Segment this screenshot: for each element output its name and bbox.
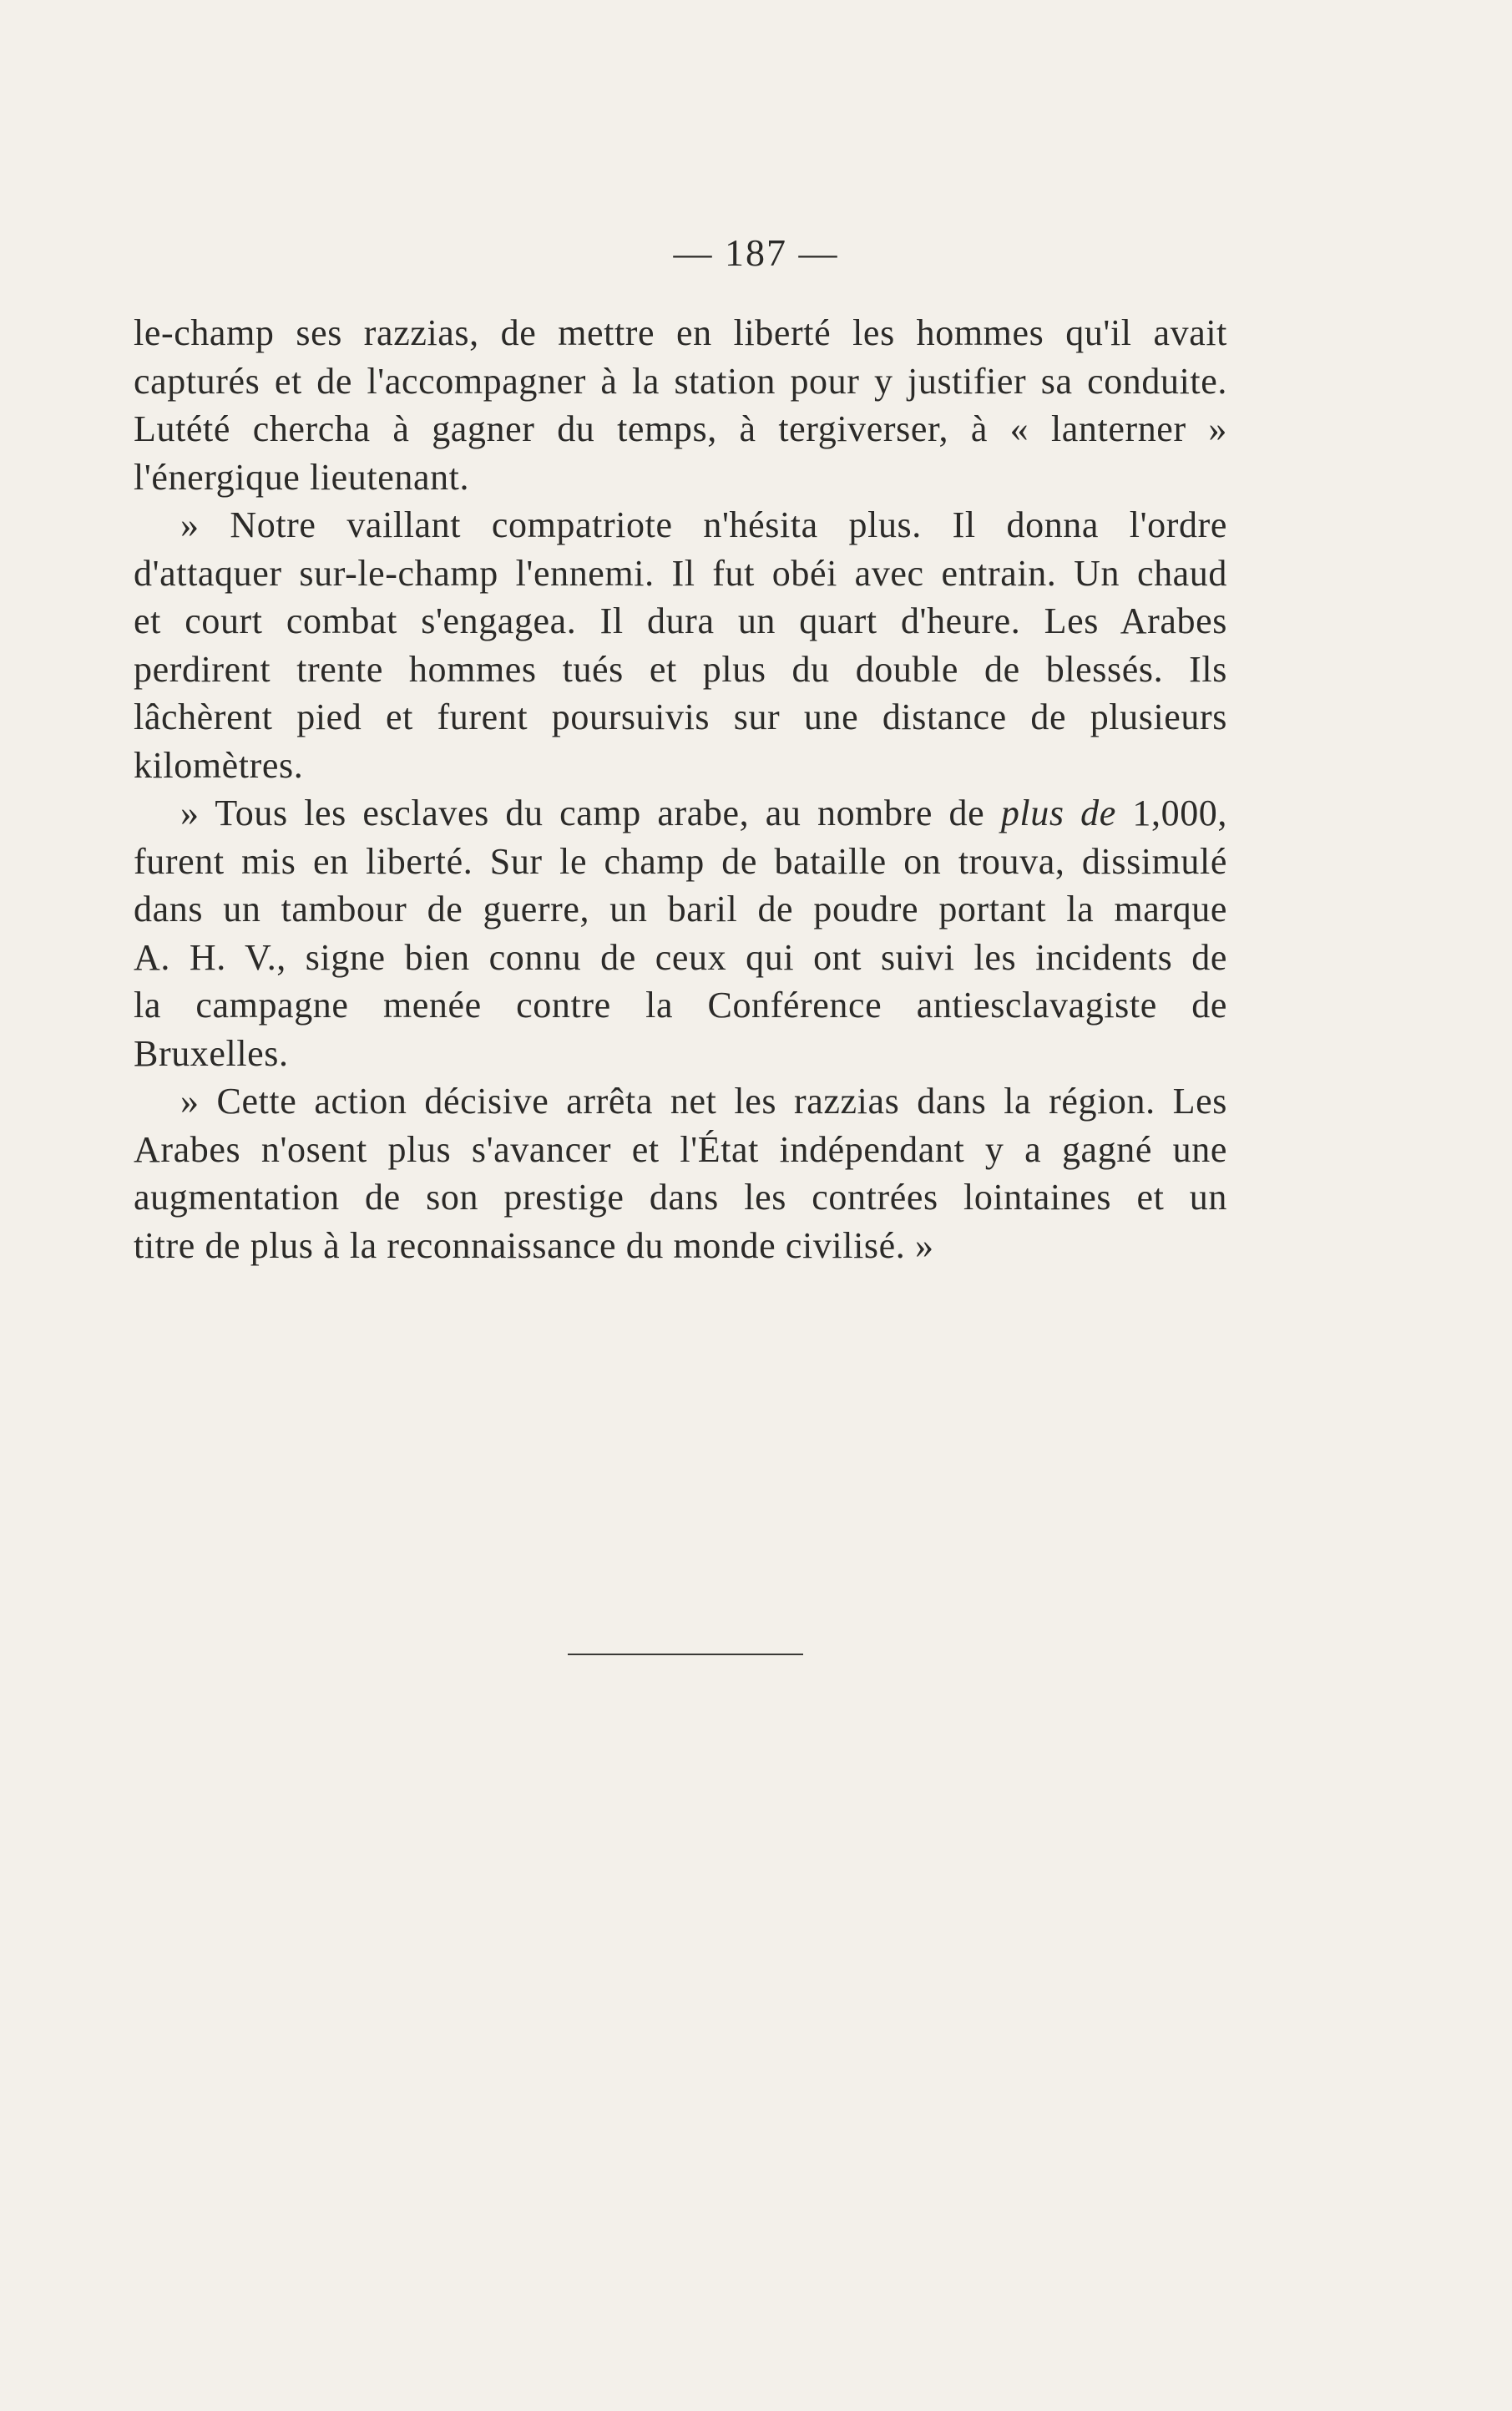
text-line: perdirent trente hommes tués et plus du double de blessés. Ils [134,648,1227,690]
text-segment: 1,000, [1132,793,1227,833]
text-line: titre de plus à la reconnaissance du monde civilisé. » [134,1224,934,1266]
end-divider-rule [568,1654,803,1655]
text-line: lâchèrent pied et furent poursuivis sur une distance de plusieurs [134,696,1227,737]
text-line: furent mis en liberté. Sur le champ de bataille on trouva, dissimulé [134,840,1227,882]
text-segment: » Tous les esclaves du camp arabe, au nombre de [180,793,985,833]
text-line: Arabes n'osent plus s'avancer et l'État indépendant y a gagné une [134,1128,1227,1170]
text-line: et court combat s'engagea. Il dura un quart d'heure. Les Arabes [134,600,1227,641]
text-line: le-champ ses razzias, de mettre en liberté les hommes qu'il avait [134,312,1227,353]
page-number: — 187 — [673,231,839,274]
text-line: » Notre vaillant compatriote n'hésita plus. Il donna l'ordre [180,504,1227,545]
text-line: la campagne menée contre la Conférence antiesclavagiste de [134,985,1227,1026]
italic-text-segment: plus de [1000,793,1116,833]
text-line: d'attaquer sur-le-champ l'ennemi. Il fut obéi avec entrain. Un chaud [134,552,1227,594]
text-line: A. H. V., signe bien connu de ceux qui ont suivi les incidents de [134,936,1227,978]
text-line: l'énergique lieutenant. [134,456,470,498]
text-line: Bruxelles. [134,1032,289,1074]
text-line: kilomètres. [134,744,304,786]
text-line: capturés et de l'accompagner à la station pour y justifier sa conduite. [134,360,1227,402]
text-line: dans un tambour de guerre, un baril de poudre portant la marque [134,889,1227,929]
body-text [134,309,1227,1269]
text-line: » Cette action décisive arrêta net les razzias dans la région. Les [180,1081,1227,1122]
text-line: augmentation de son prestige dans les contrées lointaines et un [134,1177,1227,1218]
text-line-with-italic [134,789,1227,838]
text-line: Lutété chercha à gagner du temps, à tergiverser, à « lanterner » [134,408,1227,449]
